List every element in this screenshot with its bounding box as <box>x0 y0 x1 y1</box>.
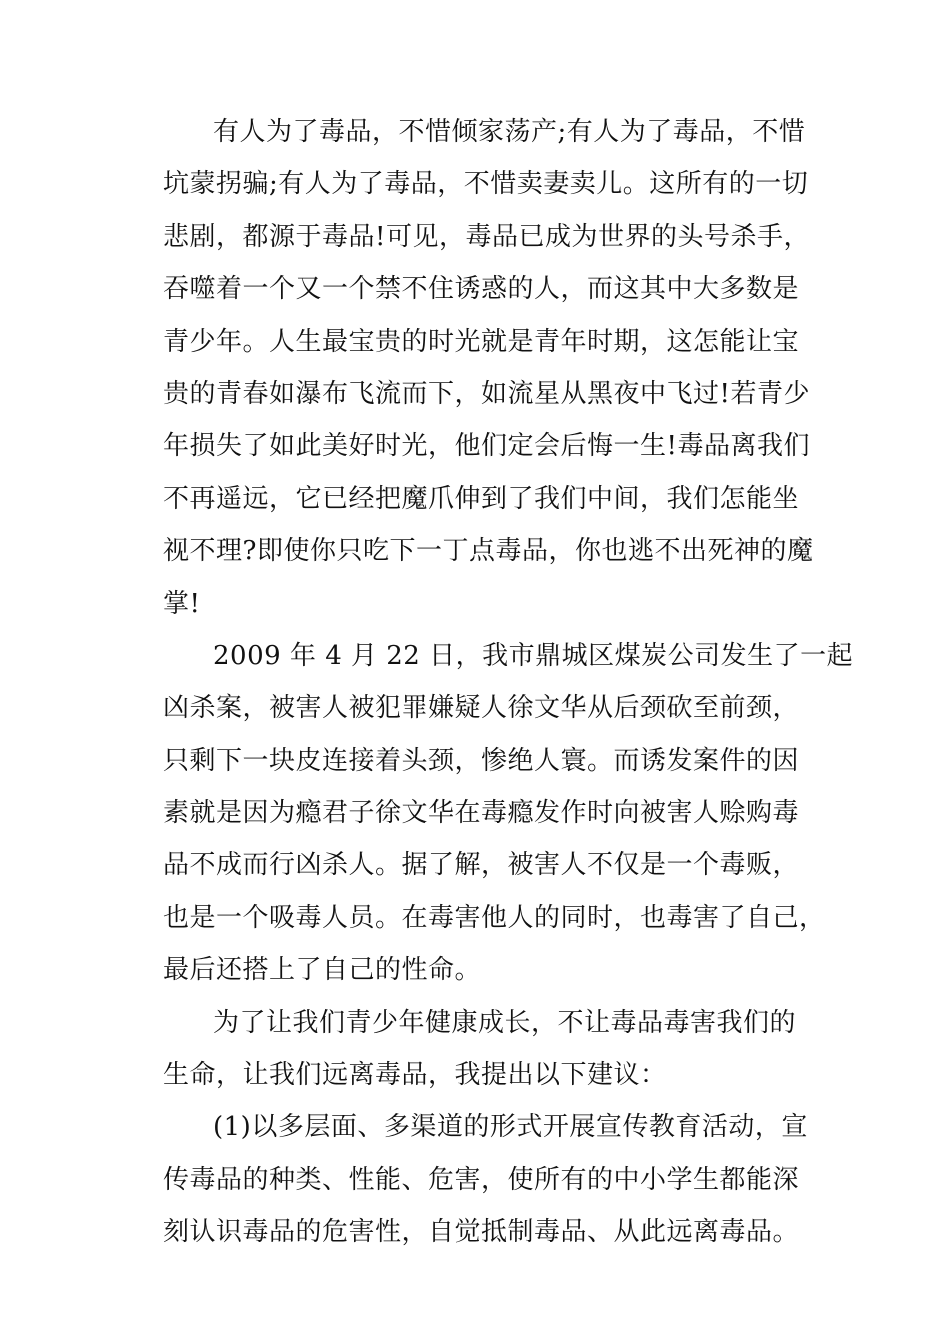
text-line: 吞噬着一个又一个禁不住诱惑的人，而这其中大多数是 <box>163 274 800 305</box>
text-line: 素就是因为瘾君子徐文华在毒瘾发作时向被害人赊购毒 <box>163 798 800 829</box>
text-line: 传毒品的种类、性能、危害，使所有的中小学生都能深 <box>163 1164 800 1195</box>
text-line: 生命，让我们远离毒品，我提出以下建议： <box>163 1060 667 1091</box>
text-line: 最后还搭上了自己的性命。 <box>163 955 482 986</box>
text-line: 有人为了毒品，不惜倾家荡产;有人为了毒品，不惜 <box>213 117 806 147</box>
paragraph-4 <box>163 1105 813 1262</box>
text-line: 为了让我们青少年健康成长，不让毒品毒害我们的 <box>213 1007 797 1038</box>
text-line: (1)以多层面、多渠道的形式开展宣传教育活动，宣 <box>213 1112 808 1143</box>
text-line: 也是一个吸毒人员。在毒害他人的同时，也毒害了自己， <box>163 902 826 933</box>
text-line: 掌! <box>163 588 201 619</box>
text-line: 坑蒙拐骗;有人为了毒品，不惜卖妻卖儿。这所有的一切 <box>163 169 809 200</box>
paragraph-3 <box>163 1001 813 1106</box>
paragraph-2 <box>163 634 854 1001</box>
text-line: 视不理?即使你只吃下一丁点毒品，你也逃不出死神的魔 <box>163 536 814 567</box>
text-line: 贵的青春如瀑布飞流而下，如流星从黑夜中飞过!若青少 <box>163 378 810 409</box>
text-line: 年损失了如此美好时光，他们定会后悔一生!毒品离我们 <box>163 431 810 462</box>
text-line: 2009 年 4 月 22 日，我市鼎城区煤炭公司发生了一起 <box>213 640 854 671</box>
text-line: 只剩下一块皮连接着头颈，惨绝人寰。而诱发案件的因 <box>163 745 800 776</box>
text-line: 不再遥远，它已经把魔爪伸到了我们中间，我们怎能坐 <box>163 483 800 514</box>
text-line: 刻认识毒品的危害性，自觉抵制毒品、从此远离毒品。 <box>163 1217 800 1248</box>
text-line: 凶杀案，被害人被犯罪嫌疑人徐文华从后颈砍至前颈， <box>163 693 800 724</box>
text-line: 品不成而行凶杀人。据了解，被害人不仅是一个毒贩， <box>163 850 800 881</box>
text-line: 悲剧，都源于毒品!可见，毒品已成为世界的头号杀手， <box>163 221 810 252</box>
paragraph-1 <box>163 110 813 634</box>
text-line: 青少年。人生最宝贵的时光就是青年时期，这怎能让宝 <box>163 326 800 357</box>
document-body <box>163 110 854 1263</box>
